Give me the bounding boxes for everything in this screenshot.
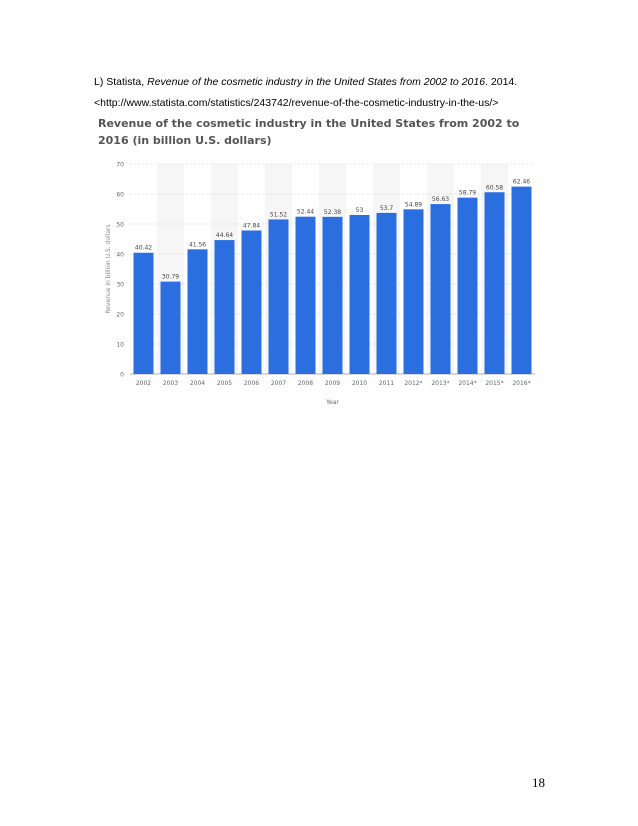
bar-value-label: 54.89 bbox=[404, 201, 423, 209]
bar bbox=[215, 240, 235, 374]
bar-value-label: 52.44 bbox=[296, 208, 315, 216]
y-tick-label: 30 bbox=[116, 281, 124, 289]
bar bbox=[485, 192, 505, 374]
bar bbox=[188, 249, 208, 374]
bar bbox=[161, 282, 181, 374]
x-tick-label: 2015* bbox=[485, 380, 504, 387]
y-tick-label: 20 bbox=[116, 311, 124, 319]
bar-chart bbox=[100, 155, 550, 415]
x-axis-title: Year bbox=[326, 399, 339, 406]
y-tick-label: 10 bbox=[116, 341, 124, 349]
chart-title: Revenue of the cosmetic industry in the United States from 2002 to 2016 (in billion U.S. dollars) bbox=[98, 117, 520, 147]
x-tick-label: 2008 bbox=[297, 380, 314, 387]
bar-value-label: 40.42 bbox=[134, 244, 153, 252]
x-tick-label: 2012* bbox=[404, 380, 423, 387]
citation-url: <http://www.statista.com/statistics/243742/revenue-of-the-cosmetic-industry-in-the-us/> bbox=[94, 97, 499, 109]
citation-title: Revenue of the cosmetic industry in the United States from 2002 to 2016 bbox=[147, 76, 486, 88]
x-tick-label: 2011 bbox=[378, 380, 395, 387]
citation-line bbox=[94, 76, 517, 89]
x-tick-label: 2016* bbox=[512, 380, 531, 387]
bar-value-label: 62.46 bbox=[512, 178, 531, 186]
bar-value-label: 53 bbox=[355, 207, 364, 214]
y-tick-label: 50 bbox=[116, 221, 124, 229]
bar-value-label: 44.64 bbox=[215, 232, 234, 240]
x-tick-label: 2014* bbox=[458, 380, 477, 387]
bar bbox=[458, 198, 478, 374]
x-tick-label: 2009 bbox=[324, 380, 341, 387]
bar-value-label: 53.7 bbox=[379, 204, 394, 212]
bar-value-label: 47.84 bbox=[242, 222, 261, 230]
bar-value-label: 58.79 bbox=[458, 189, 477, 197]
x-tick-label: 2006 bbox=[243, 380, 260, 387]
y-tick-label: 70 bbox=[116, 161, 124, 169]
x-tick-label: 2005 bbox=[216, 380, 233, 387]
x-tick-label: 2002 bbox=[135, 380, 152, 387]
bar bbox=[134, 253, 154, 374]
bar bbox=[404, 209, 424, 374]
bar bbox=[431, 204, 451, 374]
citation-suffix: . 2014. bbox=[485, 76, 518, 88]
bar-value-label: 52.38 bbox=[323, 208, 342, 216]
bar bbox=[323, 217, 343, 374]
x-tick-label: 2013* bbox=[431, 380, 450, 387]
x-tick-label: 2004 bbox=[189, 380, 206, 387]
page-number: 18 bbox=[532, 775, 545, 790]
chart bbox=[100, 155, 550, 415]
y-tick-label: 60 bbox=[116, 191, 124, 199]
x-tick-label: 2010 bbox=[351, 380, 368, 387]
y-tick-label: 0 bbox=[120, 371, 124, 379]
x-tick-label: 2007 bbox=[270, 380, 287, 387]
citation-prefix: L) Statista, bbox=[94, 76, 148, 88]
bar bbox=[269, 219, 289, 374]
bar-value-label: 60.58 bbox=[485, 184, 504, 192]
y-axis-title: Revenue in billion U.S. dollars bbox=[105, 224, 112, 314]
bar bbox=[242, 230, 262, 374]
bar-value-label: 30.79 bbox=[161, 273, 180, 281]
bar bbox=[350, 215, 370, 374]
bar-value-label: 56.63 bbox=[431, 196, 450, 204]
citation bbox=[94, 76, 517, 110]
bar bbox=[377, 213, 397, 374]
bar-value-label: 51.52 bbox=[269, 211, 288, 219]
bar-value-label: 41.56 bbox=[188, 241, 207, 249]
x-tick-label: 2003 bbox=[162, 380, 179, 387]
bar bbox=[512, 187, 532, 374]
bar bbox=[296, 217, 316, 374]
y-tick-label: 40 bbox=[116, 251, 124, 259]
